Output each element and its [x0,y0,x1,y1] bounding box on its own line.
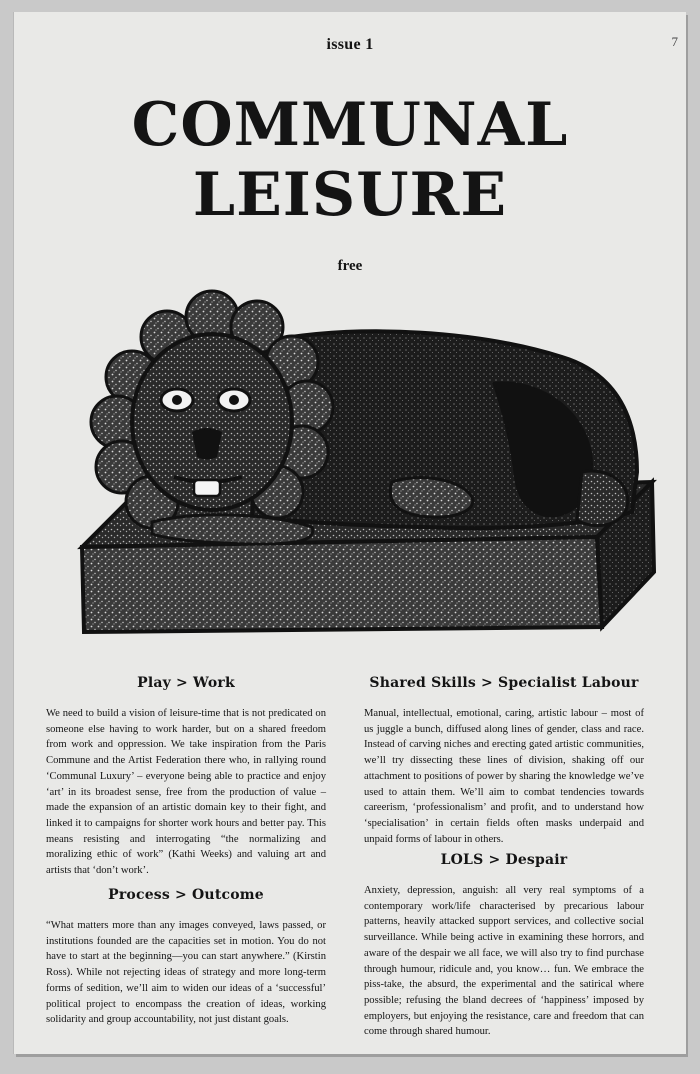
section-heading: Play > Work [137,675,235,691]
lion-face [132,334,292,510]
section-body: “What matters more than any images conveyed, laws passed, or institutions founded are the capacities set in motion. You do not have to start at the beginning—you can start anywhere.” (Kirstin Ross). While not rejecting ideas of strategy and more long-term forms of sedition, we’ll aim to widen our ideas of a ‘successful’ political project to encompass the creation of ideas, working solidarity and group accountability, not just distant goals. [46,920,326,1026]
section-shared-skills [364,674,644,847]
issue-label: issue 1 [326,36,374,53]
lion-statue-illustration [62,282,662,642]
section-process-outcome [46,886,326,1028]
section-lols-despair [364,851,644,1040]
title-line-2: LEISURE [192,160,508,230]
section-body: We need to build a vision of leisure-time that is not predicated on someone else having to work harder, but on a shared freedom from work and oppression. We take inspiration from the Paris Commune and the Artist Federation there who, in rallying round ‘Communal Luxury’ – everyone being able to practice and enjoy ‘art’ in its broadest sense, free from the production of value – made the expansion of an artistic domain key to their fight, and linked it to campaigns for shorter work hours and better pay. This means resisting and interrogating “the normalizing and moralizing ethic of work” (Kathi Weeks) and valuing art and artists that ‘don’t work’. [46,708,326,877]
price-label: free [337,258,363,274]
masthead-title [14,90,686,230]
section-body: Anxiety, depression, anguish: all very real symptoms of a contemporary work/life characterised by precarious labour patterns, heavily attacked support services, and collective social surveillance. While being active in examining these horrors, and aware of the despair we all face, we will also try to find purchase through humour, ridicule and, you know… fun. We embrace the piss-take, the absurd, the experimental and the satirical where possible; refusing the bland decrees of ‘happiness’ imposed by employers, but enjoying the resistance, care and freedom that can come through shared humour. [364,885,644,1038]
title-line-1: COMMUNAL [131,90,569,160]
zine-cover [14,12,686,1054]
section-heading: Shared Skills > Specialist Labour [369,675,639,691]
corner-mark: 7 [671,34,678,49]
section-play-work [46,674,326,879]
section-heading: LOLS > Despair [440,852,568,868]
section-heading: Process > Outcome [108,887,264,903]
section-body: Manual, intellectual, emotional, caring, artistic labour – most of us juggle a bunch, diffused along lines of gender, class and race. Instead of carving niches and erecting gated artistic communities, we’ll try dissecting these lines of division, shaking off our attachment to positions of power by sharing the knowledge we’ve used to attain them. We’ll aim to combat tendencies towards careerism, ‘professionalism’ and profit, and to understand how ‘specialisation’ in certain fields often masks underpaid and unpaid forms of labour in others. [364,708,644,845]
